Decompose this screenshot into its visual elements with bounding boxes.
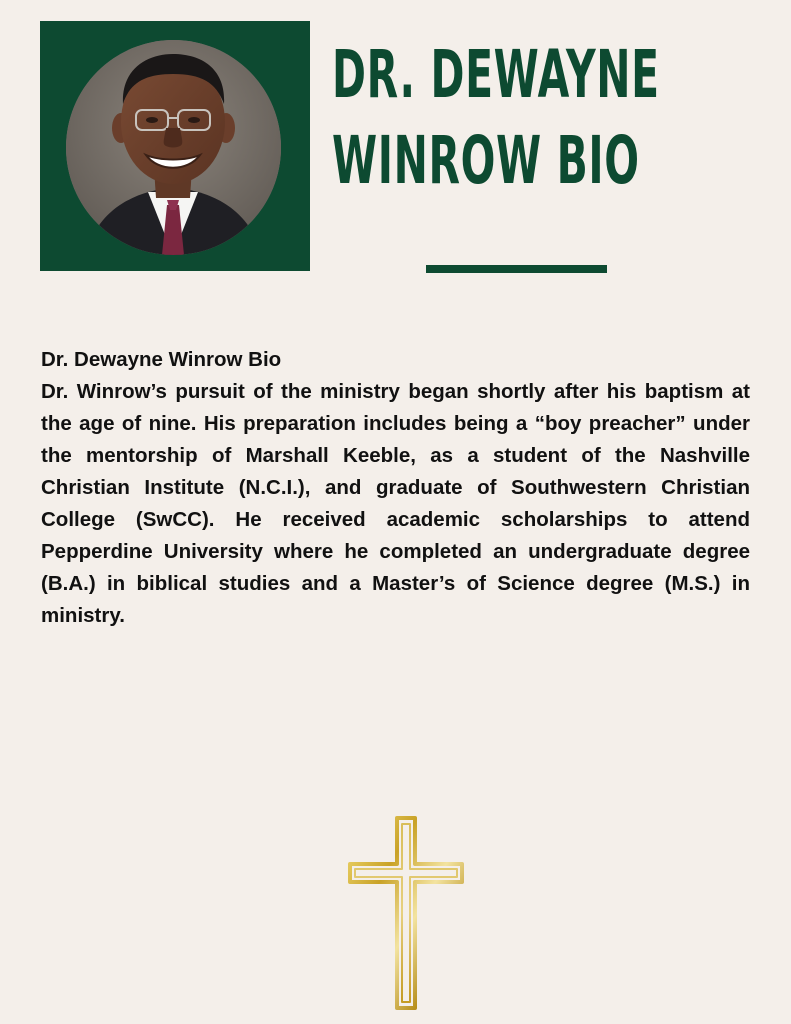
portrait-illustration	[66, 40, 281, 255]
title-underline-divider	[426, 265, 607, 273]
title-line-2: WINROW BIO	[332, 122, 640, 199]
title-line-1: DR. DEWAYNE	[332, 36, 660, 113]
gold-cross-icon	[348, 816, 464, 1010]
bio-section	[41, 344, 750, 632]
gold-cross-svg	[348, 816, 464, 1010]
portrait-photo	[66, 40, 281, 255]
bio-paragraph: Dr. Winrow’s pursuit of the ministry began shortly after his baptism at the age of nine. His preparation includes being a “boy preacher” under the mentorship of Marshall Keeble, as a student of the Nashville Christian Institute (N.C.I.), and graduate of Southwestern Christian College (SwCC). He received academic scholarships to attend Pepperdine University where he completed an undergraduate degree (B.A.) in biblical studies and a Master’s of Science degree (M.S.) in ministry.	[41, 380, 750, 627]
bio-heading: Dr. Dewayne Winrow Bio	[41, 348, 282, 371]
page-title	[332, 32, 660, 204]
